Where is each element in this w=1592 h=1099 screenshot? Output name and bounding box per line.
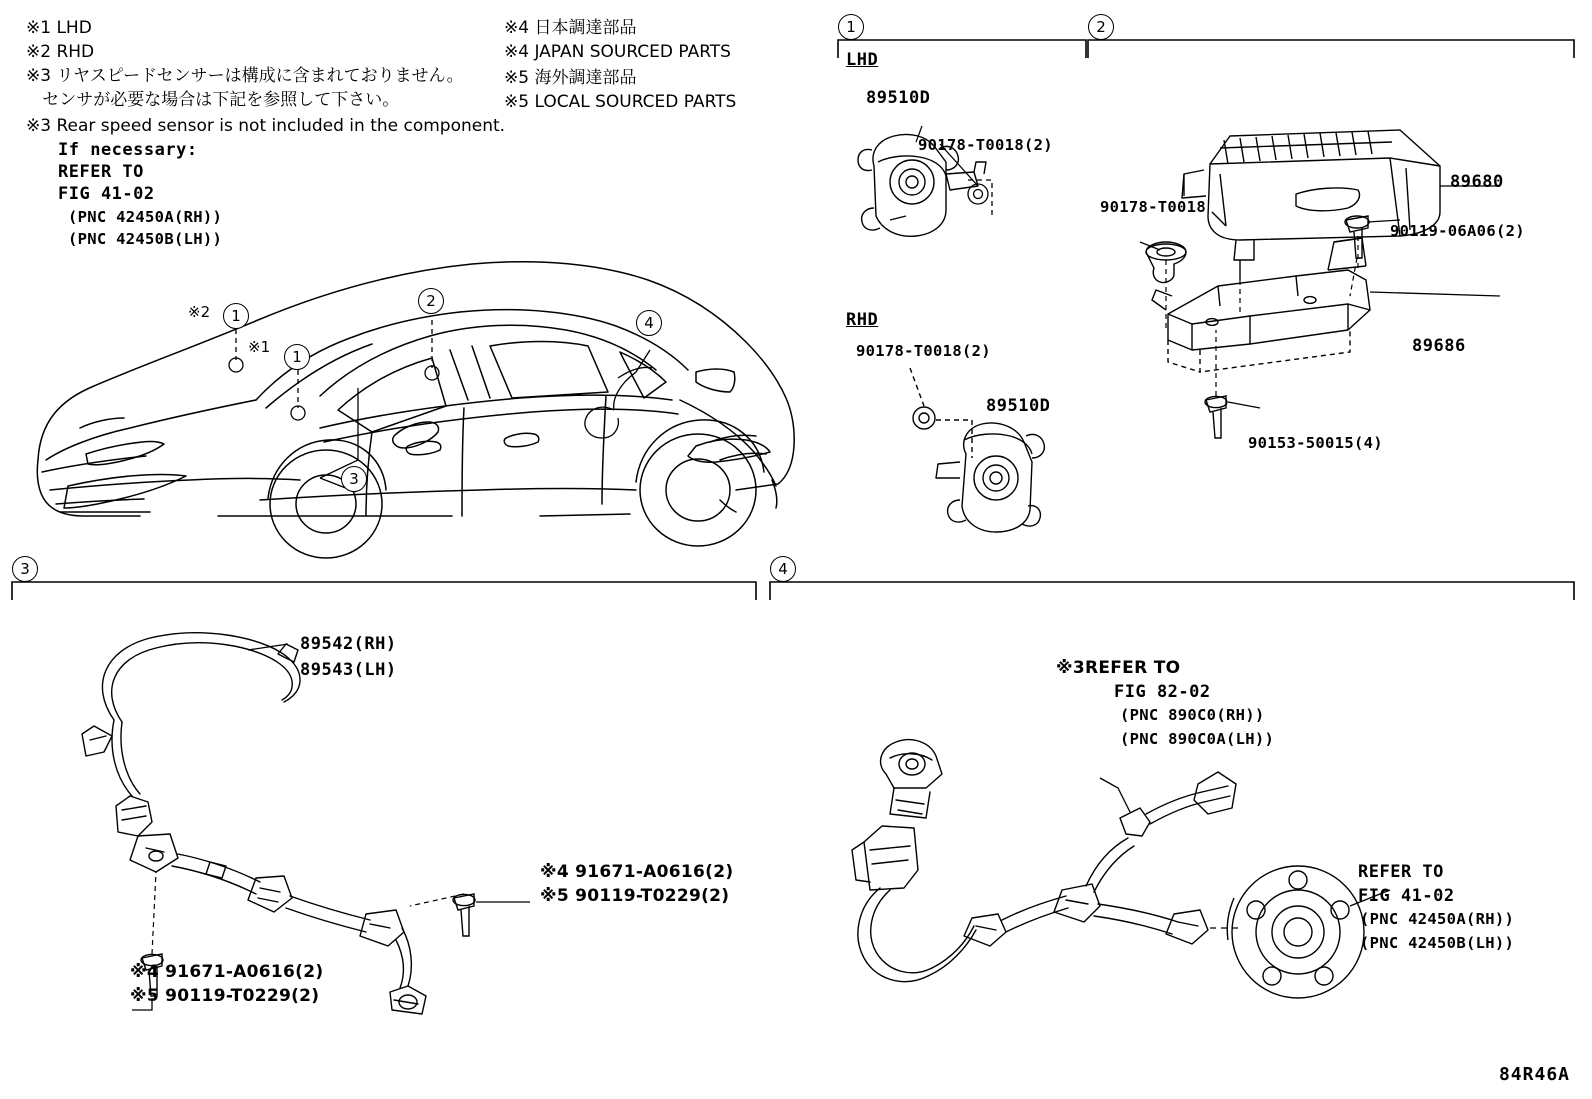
refer-line-4: (PNC 42450A(RH)) bbox=[68, 208, 223, 226]
vehicle-callout-1b[interactable]: 1 bbox=[284, 344, 310, 370]
panel-2-part-90178: 90178-T0018 bbox=[1100, 198, 1206, 216]
vehicle-callout-3[interactable]: 3 bbox=[341, 466, 367, 492]
panel-2-illustration bbox=[1100, 100, 1530, 480]
note-right-line-3: ※5 海外調達部品 bbox=[504, 68, 637, 88]
refer-line-1: If necessary: bbox=[58, 140, 198, 160]
note-line-5: ※3 Rear speed sensor is not included in the component. bbox=[26, 116, 506, 136]
panel-4-illustration bbox=[830, 730, 1390, 1050]
note-line-2: ※2 RHD bbox=[26, 42, 95, 62]
panel-1-part-89510d-lhd: 89510D bbox=[866, 88, 931, 108]
panel-2-part-90153: 90153-50015(4) bbox=[1248, 434, 1383, 452]
vehicle-illustration bbox=[20, 160, 840, 580]
panel-1-rhd-illustration bbox=[880, 350, 1130, 580]
note-line-1: ※1 LHD bbox=[26, 18, 92, 38]
note-right-line-2: ※4 JAPAN SOURCED PARTS bbox=[504, 42, 731, 62]
panel-3-part-91671-upper: ※4 91671-A0616(2) bbox=[540, 862, 734, 882]
note-line-3: ※3 リヤスピードセンサーは構成に含まれておりません。 bbox=[26, 66, 464, 86]
vehicle-mark-rhd: ※2 bbox=[188, 303, 211, 321]
panel-2-part-89680: 89680 bbox=[1450, 172, 1504, 192]
panel-4-refer-right-4: (PNC 42450B(LH)) bbox=[1360, 934, 1515, 952]
panel-3-part-89542: 89542(RH) bbox=[300, 634, 397, 654]
note-line-4: センサが必要な場合は下記を参照して下さい。 bbox=[26, 90, 400, 110]
panel-1-part-90178-rhd: 90178-T0018(2) bbox=[856, 342, 991, 360]
refer-line-2: REFER TO bbox=[58, 162, 144, 182]
panel-4-refer-top-3: (PNC 890C0(RH)) bbox=[1120, 706, 1265, 724]
panel-1-part-89510d-rhd: 89510D bbox=[986, 396, 1051, 416]
panel-4-refer-top-4: (PNC 890C0A(LH)) bbox=[1120, 730, 1275, 748]
panel-4-refer-right-3: (PNC 42450A(RH)) bbox=[1360, 910, 1515, 928]
panel-4-number: 4 bbox=[770, 556, 796, 582]
panel-4-refer-top-2: FIG 82-02 bbox=[1114, 682, 1211, 702]
panel-3-part-91671-lower: ※4 91671-A0616(2) bbox=[130, 962, 324, 982]
panel-1-part-90178-lhd: 90178-T0018(2) bbox=[918, 136, 1053, 154]
note-right-line-1: ※4 日本調達部品 bbox=[504, 18, 637, 38]
vehicle-mark-lhd: ※1 bbox=[248, 338, 271, 356]
panel-2-bracket bbox=[1086, 30, 1586, 60]
panel-1-number: 1 bbox=[838, 14, 864, 40]
panel-1-rhd-label: RHD bbox=[846, 310, 879, 330]
vehicle-callout-4[interactable]: 4 bbox=[636, 310, 662, 336]
refer-line-3: FIG 41-02 bbox=[58, 184, 155, 204]
panel-4-refer-right-2: FIG 41-02 bbox=[1358, 886, 1455, 906]
panel-3-part-90119-lower: ※5 90119-T0229(2) bbox=[130, 986, 320, 1006]
vehicle-callout-2[interactable]: 2 bbox=[418, 288, 444, 314]
panel-4-refer-right-1: REFER TO bbox=[1358, 862, 1444, 882]
note-right-line-4: ※5 LOCAL SOURCED PARTS bbox=[504, 92, 737, 112]
panel-4-refer-top-1: ※3REFER TO bbox=[1056, 658, 1181, 678]
panel-3-number: 3 bbox=[12, 556, 38, 582]
refer-line-5: (PNC 42450B(LH)) bbox=[68, 230, 223, 248]
panel-2-part-89686: 89686 bbox=[1412, 336, 1466, 356]
panel-1-lhd-label: LHD bbox=[846, 50, 879, 70]
panel-2-part-90119: 90119-06A06(2) bbox=[1390, 222, 1525, 240]
panel-3-part-90119-upper: ※5 90119-T0229(2) bbox=[540, 886, 730, 906]
footer-diagram-code: 84R46A bbox=[1498, 1064, 1570, 1085]
vehicle-callout-1[interactable]: 1 bbox=[223, 303, 249, 329]
panel-3-bracket bbox=[10, 572, 770, 602]
panel-4-bracket bbox=[768, 572, 1588, 602]
panel-3-part-89543: 89543(LH) bbox=[300, 660, 397, 680]
panel-2-number: 2 bbox=[1088, 14, 1114, 40]
